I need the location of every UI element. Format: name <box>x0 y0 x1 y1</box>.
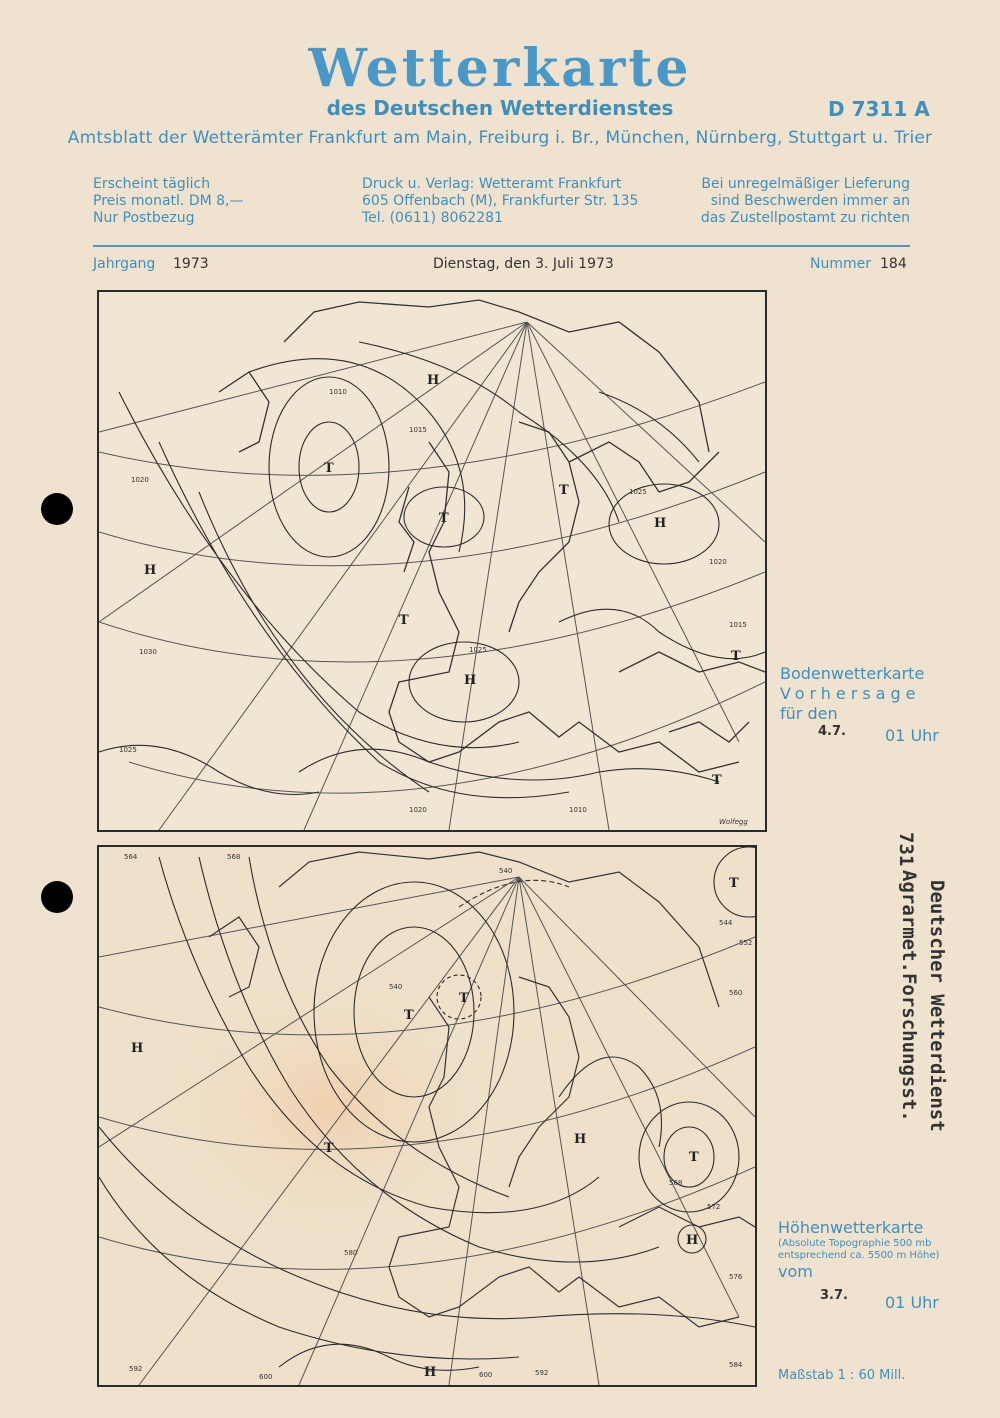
upper-air-caption-title: Höhenwetterkarte <box>778 1218 924 1237</box>
high-pressure-marker: H <box>654 516 667 531</box>
info-right <box>660 176 910 227</box>
svg-text:1025: 1025 <box>629 488 647 496</box>
upper-air-map <box>97 845 757 1387</box>
info-center-line: 605 Offenbach (M), Frankfurter Str. 135 <box>362 193 639 209</box>
low-pressure-marker: T <box>729 876 739 891</box>
svg-text:564: 564 <box>124 853 138 861</box>
surface-map-caption-for: für den <box>780 704 838 723</box>
svg-text:560: 560 <box>729 989 743 997</box>
low-pressure-marker: T <box>404 1008 414 1023</box>
upper-air-caption-note2: entsprechend ca. 5500 m Höhe) <box>778 1250 940 1261</box>
low-pressure-marker: T <box>712 773 722 788</box>
svg-text:1030: 1030 <box>139 648 157 656</box>
svg-text:600: 600 <box>479 1371 493 1379</box>
masthead-subtitle: des Deutschen Wetterdienstes <box>326 96 674 120</box>
surface-map-caption-title: Bodenwetterkarte <box>780 664 925 683</box>
high-pressure-marker: H <box>574 1132 587 1147</box>
svg-text:1020: 1020 <box>709 558 727 566</box>
official-gazette-line: Amtsblatt der Wetterämter Frankfurt am Main, Freiburg i. Br., München, Nürnberg, Stuttgart u. Trier <box>67 128 933 148</box>
upper-air-time: 01 Uhr <box>885 1293 939 1312</box>
svg-text:1020: 1020 <box>409 806 427 814</box>
map-scale: Maßstab 1 : 60 Mill. <box>778 1368 906 1383</box>
masthead-title: Wetterkarte <box>308 38 692 99</box>
svg-text:584: 584 <box>729 1361 743 1369</box>
issue-number: 184 <box>880 256 907 272</box>
number-value <box>880 256 907 272</box>
svg-text:540: 540 <box>499 867 513 875</box>
info-center-line: Tel. (0611) 8062281 <box>362 210 503 226</box>
low-pressure-marker: T <box>439 511 449 526</box>
svg-text:540: 540 <box>389 983 403 991</box>
svg-text:600: 600 <box>259 1373 273 1381</box>
high-pressure-marker: H <box>424 1365 437 1380</box>
upper-air-caption <box>778 1218 988 1282</box>
info-center <box>362 176 638 227</box>
year-number: 1973 <box>173 256 209 272</box>
svg-text:580: 580 <box>344 1249 358 1257</box>
low-pressure-marker: T <box>324 1141 334 1156</box>
number-label: Nummer <box>810 256 871 272</box>
high-pressure-marker: H <box>464 673 477 688</box>
svg-text:1015: 1015 <box>409 426 427 434</box>
svg-text:576: 576 <box>729 1273 743 1281</box>
high-pressure-marker: H <box>131 1041 144 1056</box>
svg-text:1020: 1020 <box>131 476 149 484</box>
cartographer-signature: Wolfegg <box>719 818 748 826</box>
low-pressure-marker: T <box>689 1150 699 1165</box>
upper-air-caption-from: vom <box>778 1262 813 1281</box>
svg-text:1025: 1025 <box>469 646 487 654</box>
svg-text:1010: 1010 <box>569 806 587 814</box>
upper-air-date: 3.7. <box>820 1288 848 1303</box>
year-value <box>173 256 209 272</box>
info-right-line: Bei unregelmäßiger Lieferung <box>701 176 910 192</box>
low-pressure-marker: T <box>459 991 469 1006</box>
issue-code: D 7311 A <box>828 97 930 121</box>
year-label: Jahrgang <box>93 256 156 272</box>
low-pressure-marker: T <box>559 483 569 498</box>
library-stamp-line1: Deutscher Wetterdienst <box>926 880 948 1132</box>
surface-map-caption-forecast: Vorhersage <box>780 684 921 703</box>
info-left <box>93 176 244 227</box>
low-pressure-marker: T <box>324 461 334 476</box>
svg-text:1015: 1015 <box>729 621 747 629</box>
svg-text:552: 552 <box>739 939 753 947</box>
punch-hole-bottom <box>41 881 73 913</box>
info-left-line: Nur Postbezug <box>93 210 195 226</box>
info-right-line: das Zustellpostamt zu richten <box>700 210 910 226</box>
svg-text:1025: 1025 <box>119 746 137 754</box>
surface-forecast-map <box>97 290 767 832</box>
low-pressure-marker: T <box>731 649 741 664</box>
high-pressure-marker: H <box>427 373 440 388</box>
issue-date: Dienstag, den 3. Juli 1973 <box>433 256 614 272</box>
svg-text:592: 592 <box>535 1369 549 1377</box>
surface-map-date: 4.7. <box>818 724 846 739</box>
svg-text:568: 568 <box>227 853 241 861</box>
high-pressure-marker: H <box>144 563 157 578</box>
library-stamp-number: 731 <box>895 832 917 867</box>
surface-map-drawing <box>99 292 765 830</box>
svg-text:568: 568 <box>669 1179 683 1187</box>
info-left-line: Erscheint täglich <box>93 176 211 192</box>
upper-air-caption-note1: (Absolute Topographie 500 mb <box>778 1238 932 1249</box>
surface-map-caption <box>780 664 990 724</box>
svg-text:572: 572 <box>707 1203 721 1211</box>
surface-map-time: 01 Uhr <box>885 726 939 745</box>
punch-hole-top <box>41 493 73 525</box>
svg-text:592: 592 <box>129 1365 143 1373</box>
high-pressure-marker: H <box>686 1233 699 1248</box>
svg-text:1010: 1010 <box>329 388 347 396</box>
header-divider <box>93 245 910 247</box>
svg-text:544: 544 <box>719 919 733 927</box>
upper-air-map-drawing <box>99 847 755 1385</box>
info-right-line: sind Beschwerden immer an <box>710 193 910 209</box>
library-stamp-line2: Agrarmet.Forschungsst. <box>898 870 920 1122</box>
info-left-line: Preis monatl. DM 8,— <box>93 193 244 209</box>
low-pressure-marker: T <box>399 613 409 628</box>
info-center-line: Druck u. Verlag: Wetteramt Frankfurt <box>362 176 622 192</box>
